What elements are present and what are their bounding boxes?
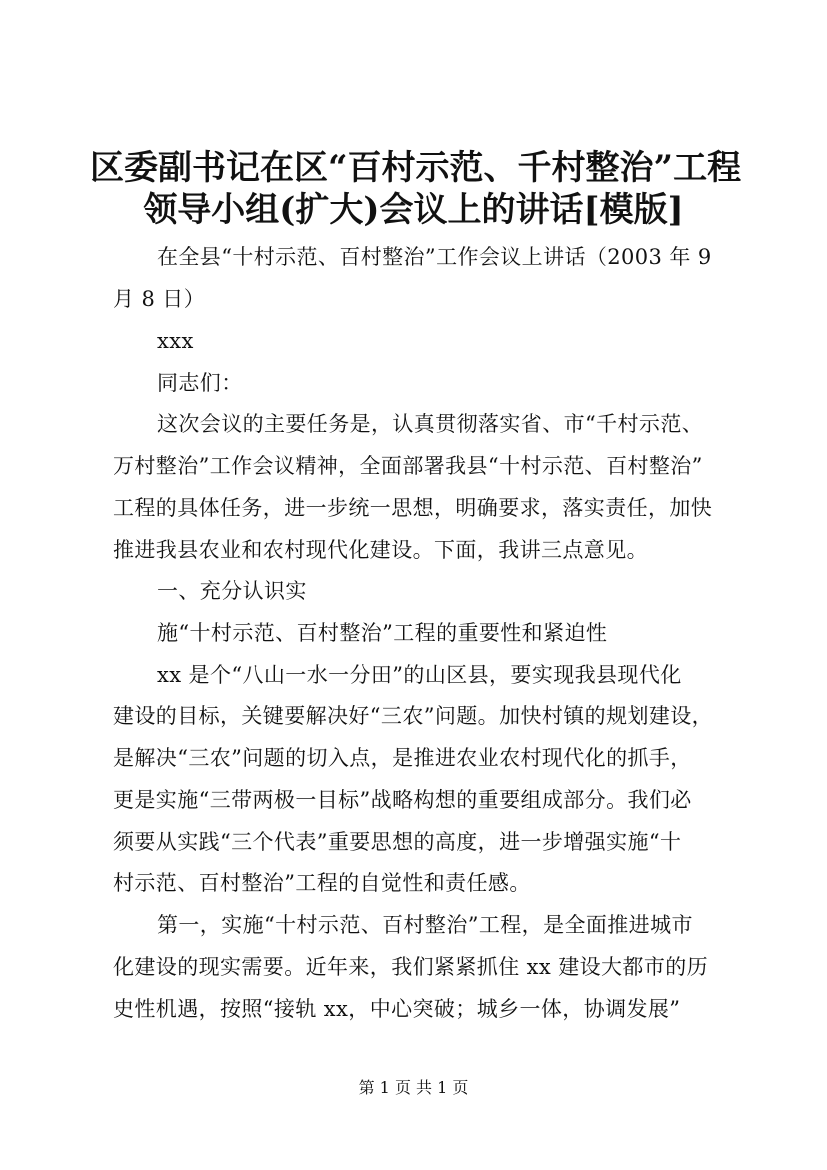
- section-heading-line: 施“十村示范、百村整治”工程的重要性和紧迫性: [157, 621, 608, 645]
- document-title-line-1: 区委副书记在区“百村示范、千村整治”工程: [90, 148, 742, 188]
- body-line: 同志们：: [157, 371, 243, 395]
- body-line: 万村整治”工作会议精神，全面部署我县“十村示范、百村整治”: [113, 454, 703, 478]
- body-line: 这次会议的主要任务是，认真贯彻落实省、市“千村示范、: [157, 412, 704, 436]
- body-line: 在全县“十村示范、百村整治”工作会议上讲话（2003 年 9: [157, 245, 712, 269]
- body-line: 更是实施“三带两极一目标”战略构想的重要组成部分。我们必: [113, 788, 692, 812]
- section-heading-line: 一、充分认识实: [157, 579, 307, 603]
- body-line: 工程的具体任务，进一步统一思想，明确要求，落实责任，加快: [113, 496, 713, 520]
- body-line: 化建设的现实需要。近年来，我们紧紧抓住 xx 建设大都市的历: [113, 955, 709, 979]
- page-number-footer: 第 1 页 共 1 页: [358, 1078, 469, 1097]
- body-line: 推进我县农业和农村现代化建设。下面，我讲三点意见。: [113, 538, 648, 562]
- body-line: 史性机遇，按照“接轨 xx，中心突破；城乡一体，协调发展”: [113, 997, 681, 1021]
- body-line: xx 是个“八山一水一分田”的山区县，要实现我县现代化: [157, 663, 682, 687]
- body-line: 村示范、百村整治”工程的自觉性和责任感。: [113, 871, 531, 895]
- document-title-line-2: 领导小组(扩大)会议上的讲话[模版]: [143, 190, 684, 230]
- body-line: 第一，实施“十村示范、百村整治”工程，是全面推进城市: [157, 913, 693, 937]
- body-line: 须要从实践“三个代表”重要思想的高度，进一步增强实施“十: [113, 830, 682, 854]
- body-line: 月 8 日）: [113, 287, 206, 311]
- body-line: 是解决“三农”问题的切入点，是推进农业农村现代化的抓手，: [113, 746, 692, 770]
- body-line: 建设的目标，关键要解决好“三农”问题。加快村镇的规划建设，: [113, 704, 714, 728]
- body-line: xxx: [157, 329, 194, 353]
